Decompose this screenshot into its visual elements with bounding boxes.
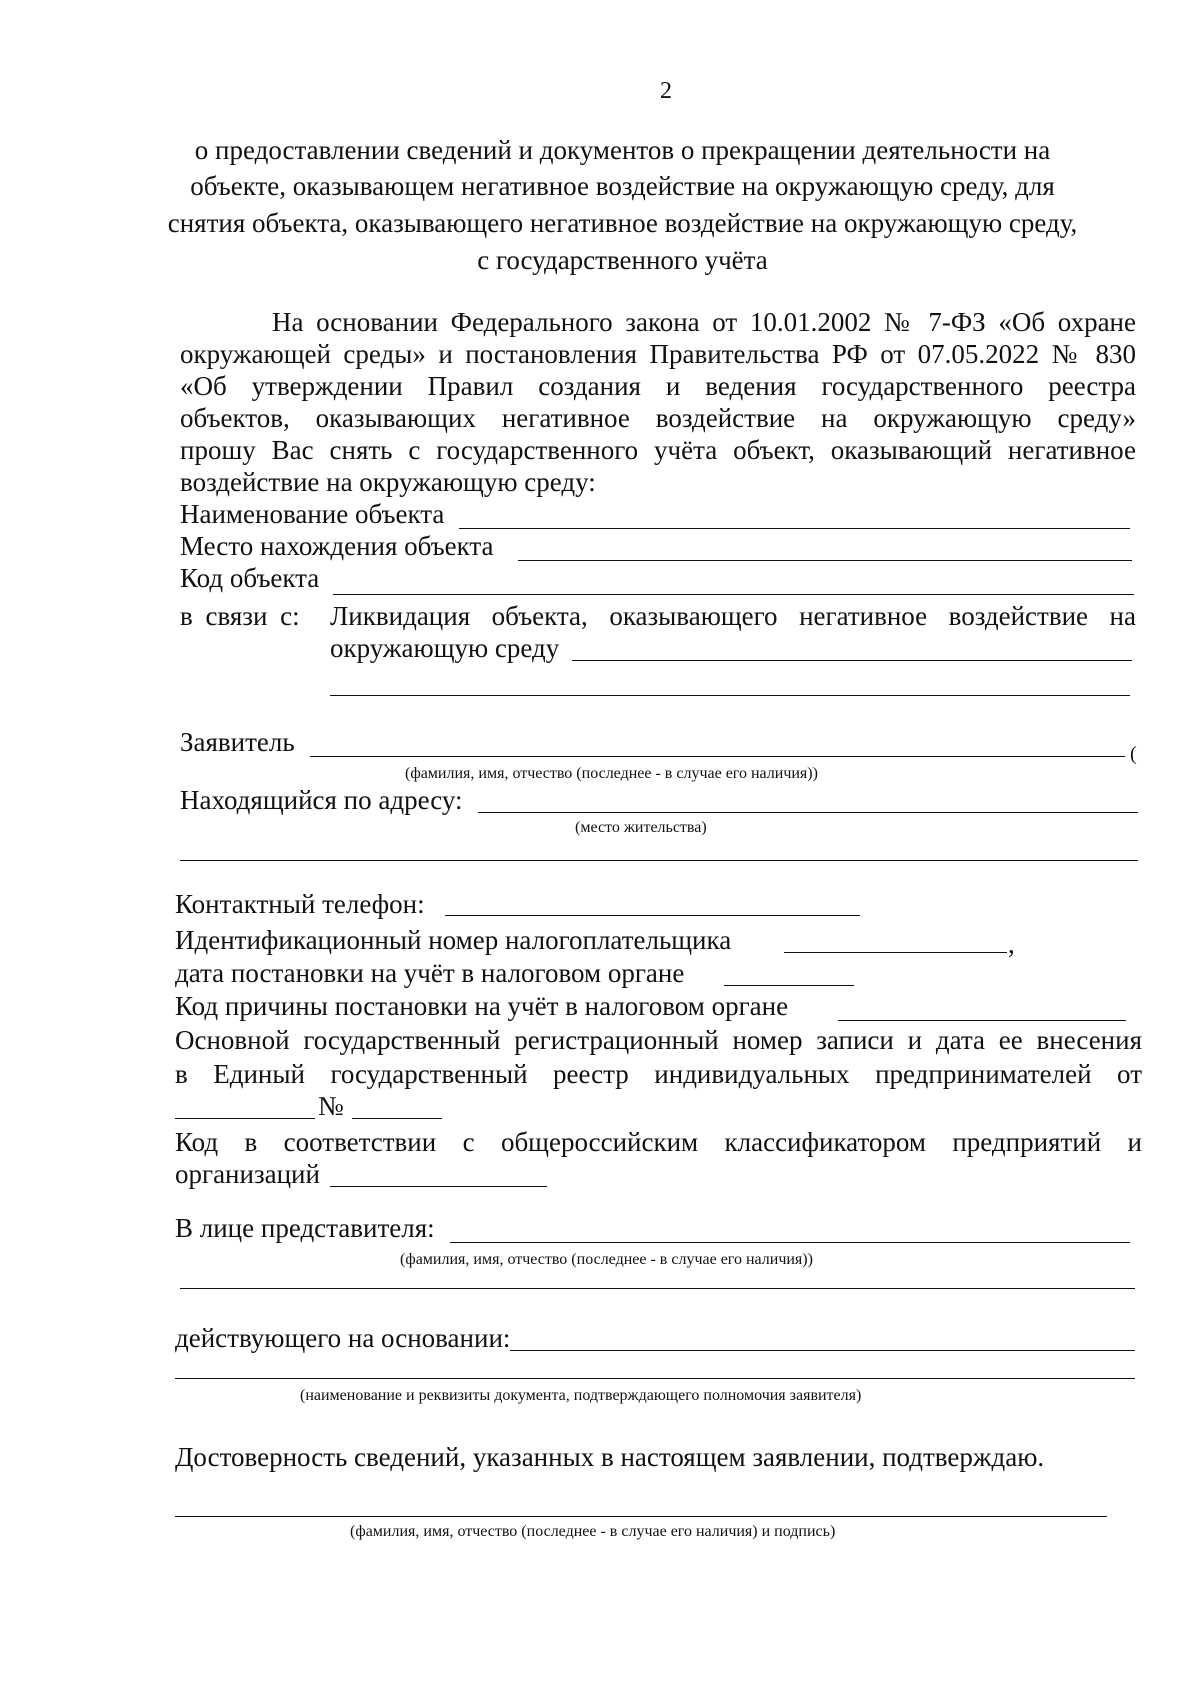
basis-caption: (наименование и реквизиты документа, подтверждающего полномочия заявителя) (300, 1387, 862, 1404)
basis-field[interactable] (510, 1350, 1135, 1351)
registration-date-field[interactable] (724, 985, 854, 986)
signature-field[interactable] (175, 1516, 1107, 1517)
reason-text-line: окружающую среду (330, 633, 560, 663)
inn-comma: , (1008, 929, 1015, 959)
applicant-name-caption: (фамилия, имя, отчество (последнее - в случае его наличия)) (405, 765, 818, 782)
intro-line: «Об утверждении Правил создания и ведения государственного реестра (180, 371, 1136, 401)
address-caption: (место жительства) (575, 819, 707, 836)
ogrn-date-field[interactable] (175, 1118, 315, 1119)
representative-caption: (фамилия, имя, отчество (последнее - в случае его наличия)) (400, 1251, 813, 1268)
reason-field-extra[interactable] (330, 695, 1130, 696)
object-code-label: Код объекта (180, 563, 320, 593)
ogrn-number-field[interactable] (352, 1118, 442, 1119)
inn-field[interactable] (784, 952, 1007, 953)
ogrn-line: в Единый государственный реестр индивидуальных предпринимателей от (175, 1059, 1142, 1089)
title-line: объекте, оказывающем негативное воздействие на окружающую среду, для (190, 171, 1055, 201)
intro-line: воздействие на окружающую среду: (180, 467, 596, 497)
basis-field-extra[interactable] (175, 1378, 1135, 1379)
phone-label: Контактный телефон: (175, 889, 425, 919)
signature-caption: (фамилия, имя, отчество (последнее - в случае его наличия) и подпись) (350, 1523, 836, 1540)
object-name-field[interactable] (459, 528, 1130, 529)
reason-label: в связи с: (180, 601, 300, 631)
title-line: о предоставлении сведений и документов о прекращении деятельности на (194, 135, 1051, 165)
okpo-line: организаций (175, 1159, 320, 1189)
representative-field-extra[interactable] (180, 1288, 1135, 1289)
phone-field[interactable] (445, 915, 860, 916)
intro-line: На основании Федерального закона от 10.01.2002 № 7-ФЗ «Об охране (272, 307, 1136, 337)
page-number: 2 (660, 78, 672, 104)
basis-label: действующего на основании: (175, 1323, 511, 1353)
title-line: с государственного учёта (477, 245, 768, 275)
kpp-label: Код причины постановки на учёт в налоговом органе (175, 991, 789, 1021)
confirmation-text: Достоверность сведений, указанных в настоящем заявлении, подтверждаю. (175, 1442, 1045, 1472)
ogrn-line: Основной государственный регистрационный номер записи и дата ее внесения (175, 1025, 1142, 1055)
okpo-field[interactable] (330, 1186, 547, 1187)
address-field-extra[interactable] (180, 860, 1138, 861)
intro-line: прошу Вас снять с государственного учёта объект, оказывающий негативное (180, 435, 1136, 465)
object-name-label: Наименование объекта (180, 499, 445, 529)
address-field[interactable] (478, 812, 1138, 813)
representative-field[interactable] (450, 1242, 1130, 1243)
reason-field[interactable] (572, 660, 1132, 661)
object-code-field[interactable] (333, 594, 1134, 595)
okpo-line: Код в соответствии с общероссийским классификатором предприятий и (175, 1127, 1142, 1157)
registration-date-label: дата постановки на учёт в налоговом органе (175, 958, 685, 988)
intro-line: окружающей среды» и постановления Правительства РФ от 07.05.2022 № 830 (180, 339, 1136, 369)
address-label: Находящийся по адресу: (180, 785, 463, 815)
reason-text-line: Ликвидация объекта, оказывающего негативное воздействие на (330, 601, 1136, 631)
applicant-name-field[interactable] (310, 756, 1125, 757)
representative-label: В лице представителя: (175, 1213, 435, 1243)
title-line: снятия объекта, оказывающего негативное воздействие на окружающую среду, (167, 208, 1078, 238)
object-location-label: Место нахождения объекта (180, 531, 494, 561)
inn-label: Идентификационный номер налогоплательщика (175, 925, 732, 955)
object-location-field[interactable] (518, 560, 1132, 561)
number-sign: № (318, 1091, 344, 1121)
kpp-field[interactable] (838, 1020, 1126, 1021)
applicant-label: Заявитель (180, 727, 295, 757)
intro-line: объектов, оказывающих негативное воздействие на окружающую среду» (180, 403, 1136, 433)
applicant-paren: ( (1130, 743, 1137, 765)
